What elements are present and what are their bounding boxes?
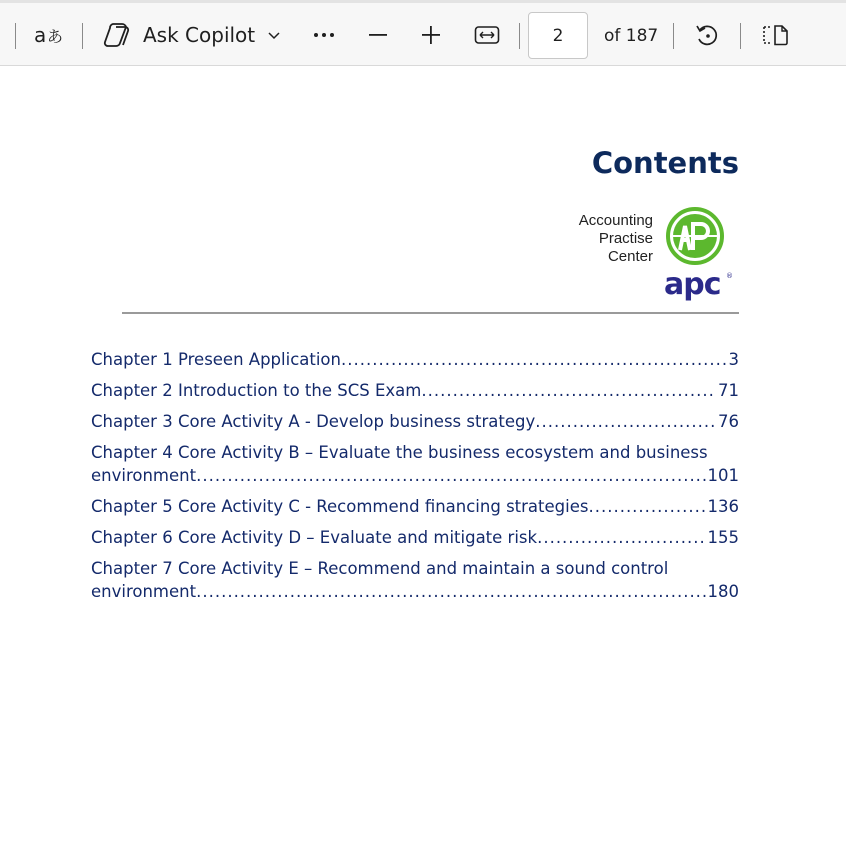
logo-text-line: Practise: [598, 230, 653, 247]
apc-logo: [664, 206, 736, 310]
toc-page-number: 155: [707, 528, 739, 547]
toc-leader-dots: [196, 580, 705, 603]
page-number-input[interactable]: [528, 12, 588, 59]
logo-text-line: Accounting: [578, 212, 653, 229]
toc-entry-title: Chapter 1 Preseen Application: [91, 350, 341, 369]
zoom-in-icon[interactable]: [417, 21, 445, 49]
logo-wordmark: apc: [664, 267, 721, 302]
more-options-icon[interactable]: [308, 21, 340, 49]
toc-page-number: 136: [707, 497, 739, 516]
toc-page-number: 71: [718, 381, 739, 400]
toc-entry-title: Chapter 6 Core Activity D – Evaluate and mitigate risk: [91, 528, 538, 547]
toc-leader-dots: [537, 526, 705, 549]
toolbar-separator: [15, 23, 16, 49]
toc-entry-title-continued: environment: [91, 466, 197, 485]
toc-page-number: 180: [707, 582, 739, 601]
translate-icon[interactable]: [30, 19, 68, 51]
fit-to-width-icon[interactable]: [472, 21, 502, 49]
toc-leader-dots: [421, 379, 716, 402]
page-total-label: of 187: [604, 26, 659, 46]
toc-page-number: 76: [718, 412, 739, 431]
svg-text:あ: あ: [47, 27, 64, 46]
toolbar-separator: [519, 23, 520, 49]
toc-entry-title: Chapter 5 Core Activity C - Recommend financing strategies: [91, 497, 589, 516]
toc-entry-6[interactable]: [91, 526, 739, 549]
toc-entry-2[interactable]: [91, 379, 739, 402]
toolbar-separator: [740, 23, 741, 49]
table-of-contents: [91, 348, 739, 611]
logo-text: [560, 212, 653, 266]
copilot-icon: [103, 21, 133, 49]
toolbar-separator: [82, 23, 83, 49]
header-divider: [122, 312, 739, 314]
chevron-down-icon: [267, 30, 281, 40]
toc-entry-1[interactable]: [91, 348, 739, 371]
page-title: Contents: [591, 146, 739, 180]
page-view-icon[interactable]: [758, 21, 792, 49]
toc-entry-7[interactable]: [91, 557, 739, 603]
toc-entry-title: Chapter 3 Core Activity A - Develop business strategy: [91, 412, 536, 431]
toc-page-number: 3: [728, 350, 739, 369]
pdf-page: [0, 66, 846, 865]
registered-mark-icon: ®: [726, 272, 733, 280]
toc-entry-title: Chapter 4 Core Activity B – Evaluate the business ecosystem and business: [91, 443, 708, 462]
pdf-toolbar: [0, 0, 846, 66]
svg-text:a: a: [34, 23, 47, 47]
rotate-icon[interactable]: [691, 20, 723, 50]
toc-entry-4[interactable]: [91, 441, 739, 487]
zoom-out-icon[interactable]: [364, 21, 392, 49]
ask-copilot-label: Ask Copilot: [143, 23, 256, 47]
toc-entry-3[interactable]: [91, 410, 739, 433]
toolbar-separator: [673, 23, 674, 49]
toc-entry-title: Chapter 2 Introduction to the SCS Exam: [91, 381, 422, 400]
toc-leader-dots: [535, 410, 716, 433]
toc-page-number: 101: [707, 466, 739, 485]
toc-leader-dots: [341, 348, 727, 371]
toc-leader-dots: [196, 464, 705, 487]
toc-leader-dots: [588, 495, 705, 518]
toc-entry-5[interactable]: [91, 495, 739, 518]
toc-entry-title-continued: environment: [91, 582, 197, 601]
ask-copilot-button[interactable]: [103, 17, 281, 53]
logo-text-line: Center: [607, 248, 653, 265]
toc-entry-title: Chapter 7 Core Activity E – Recommend and maintain a sound control: [91, 559, 669, 578]
